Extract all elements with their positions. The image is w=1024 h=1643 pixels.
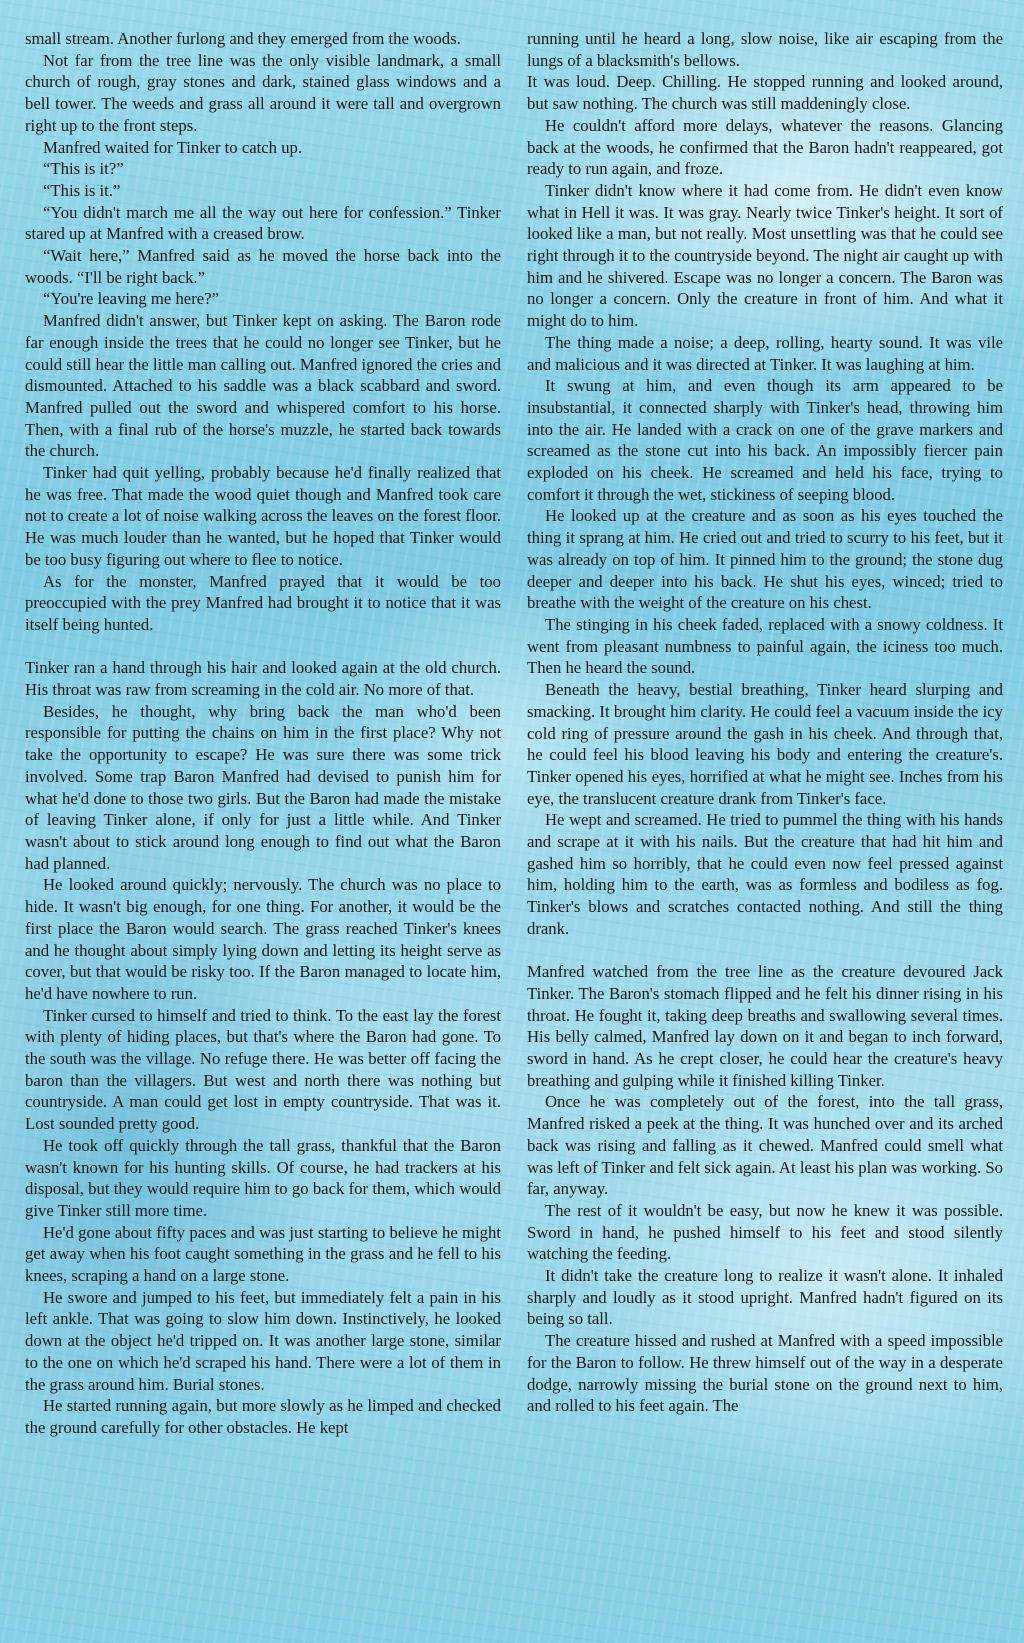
paragraph: He wept and screamed. He tried to pummel the thing with his hands and scrape at it with his nails. But the creature that had hit him and gashed him so horribly, that he could even now feel pressed against him, holding him to the earth, was as formless and bodiless as fog. Tinker's blows and scratches contacted nothing. And still the thing drank.: [527, 810, 1003, 938]
section-break: [25, 636, 501, 658]
paragraph: Tinker had quit yelling, probably because he'd finally realized that he was free. That made the wood quiet though and Manfred took care not to create a lot of noise walking across the leaves on the forest floor. He was much louder than he wanted, but he hoped that Tinker would be too busy figuring out where to flee to notice.: [25, 463, 501, 569]
paragraph: Tinker ran a hand through his hair and looked again at the old church. His throat was raw from screaming in the cold air. No more of that.: [25, 658, 501, 700]
paragraph: Tinker cursed to himself and tried to think. To the east lay the forest with plenty of hiding places, but that's where the Baron had gone. To the south was the village. No refuge there. He was better off facing the baron than the villagers. But west and north there was nothing but countryside. A man could get lost in empty countryside. That was it. Lost sounded pretty good.: [25, 1005, 501, 1134]
paragraph: It swung at him, and even though its arm appeared to be insubstantial, it connected sharply with Tinker's head, throwing him into the air. He landed with a crack on one of the grave markers and screamed as the stone cut into his back. An impossibly fiercer pain exploded on his cheek. He screamed and held his face, trying to comfort it through the wet, stickiness of seeping blood.: [527, 376, 1003, 504]
paragraph: “This is it.”: [43, 180, 121, 200]
paragraph: running until he heard a long, slow noise, like air escaping from the lungs of a blacksmith's bellows.: [527, 29, 1003, 70]
paragraph: “You're leaving me here?”: [43, 289, 219, 309]
paragraph: small stream. Another furlong and they emerged from the woods.: [25, 29, 461, 48]
paragraph: He looked up at the creature and as soon as his eyes touched the thing it sprang at him. He cried out and tried to scurry to his feet, but it was already on top of him. It pinned him to the ground; the stone dug deeper and deeper into his back. He shut his eyes, winced; tried to breathe with the weight of the creature on his chest.: [527, 506, 1003, 613]
paragraph: “This is it?”: [43, 159, 124, 179]
paragraph: He took off quickly through the tall grass, thankful that the Baron wasn't known for his hunting skills. Of course, he had trackers at his disposal, but they would require him to go back for them, which would give Tinker still more time.: [25, 1135, 501, 1220]
paragraph: Manfred waited for Tinker to catch up.: [43, 137, 303, 157]
paragraph: It didn't take the creature long to realize it wasn't alone. It inhaled sharply and loudly as it stood upright. Manfred hadn't figured on its being so tall.: [527, 1266, 1003, 1329]
paragraph: He swore and jumped to his feet, but immediately felt a pain in his left ankle. That was going to slow him down. Instinctively, he looked down at the object he'd tripped on. It was another large stone, similar to the one on which he'd scraped his hand. There were a lot of them in the grass around him. Burial stones.: [25, 1287, 501, 1394]
paragraph: Besides, he thought, why bring back the man who'd been responsible for putting the chains on him in the first place? Why not take the opportunity to escape? He was sure there was some trick involved. Some trap Baron Manfred had devised to punish him for what he'd done to those two girls. But the Baron had made the mistake of leaving Tinker alone, if only for just a little while. And Tinker wasn't about to stick around long enough to find out what the Baron had planned.: [25, 701, 501, 873]
paragraph: “You didn't march me all the way out here for confession.” Tinker stared up at Manfred with a creased brow.: [25, 202, 501, 244]
paragraph: He'd gone about fifty paces and was just starting to believe he might get away when his foot caught something in the grass and he fell to his knees, scraping a hand on a large stone.: [25, 1222, 501, 1286]
paragraph: Tinker didn't know where it had come from. He didn't even know what in Hell it was. It was gray. Nearly twice Tinker's height. It sort of looked like a man, but not really. Most unsettling was that he could see right through it to the countryside beyond. The night air caught up with him and he shivered. Escape was no longer a concern. The Baron was no longer a concern. Only the creature in front of him. And what it might do to him.: [527, 180, 1003, 331]
paragraph: Once he was completely out of the forest, into the tall grass, Manfred risked a peek at the thing. It was hunched over and its arched back was rising and falling as it chewed. Manfred could smell what was left of Tinker and felt sick again. At least his plan was working. So far, anyway.: [527, 1092, 1003, 1199]
paragraph: The stinging in his cheek faded, replaced with a snowy coldness. It went from pleasant numbness to painful again, the iciness too much. Then he heard the sound.: [527, 614, 1003, 678]
paragraph: He looked around quickly; nervously. The church was no place to hide. It wasn't big enough, for one thing. For another, it would be the first place the Baron would search. The grass reached Tinker's knees and he thought about simply lying down and letting its height serve as cover, but that would be risky too. If the Baron managed to locate him, he'd have nowhere to run.: [25, 875, 501, 1003]
paragraph: Beneath the heavy, bestial breathing, Tinker heard slurping and smacking. It brought him clarity. He could feel a vacuum inside the icy cold ring of pressure around the gash in his cheek. And through that, he could feel his blood leaving his body and entering the creature's. Tinker opened his eyes, horrified at what he might see. Inches from his eye, the translucent creature drank from Tinker's face.: [527, 680, 1003, 808]
right-text-column: [527, 28, 1003, 1417]
paragraph: Not far from the tree line was the only visible landmark, a small church of rough, gray stones and dark, stained glass windows and a bell tower. The weeds and grass all around it were tall and overgrown right up to the front steps.: [25, 50, 501, 135]
paragraph: The thing made a noise; a deep, rolling, hearty sound. It was vile and malicious and it was directed at Tinker. It was laughing at him.: [527, 332, 1003, 374]
paragraph: He couldn't afford more delays, whatever the reasons. Glancing back at the woods, he confirmed that the Baron hadn't reappeared, got ready to run again, and froze.: [527, 115, 1003, 179]
paragraph: Manfred watched from the tree line as the creature devoured Jack Tinker. The Baron's stomach flipped and he felt his dinner rising in his throat. He fought it, taking deep breaths and swallowing several times. His belly calmed, Manfred lay down on it and began to inch forward, sword in hand. As he crept closer, he could hear the creature's heavy breathing and gulping while it finished killing Tinker.: [527, 962, 1003, 1090]
paragraph: The creature hissed and rushed at Manfred with a speed impossible for the Baron to follow. He threw himself out of the way in a desperate dodge, narrowly missing the burial stone on the ground next to him, and rolled to his feet again. The: [527, 1331, 1003, 1416]
paragraph: “Wait here,” Manfred said as he moved the horse back into the woods. “I'll be right back.”: [25, 246, 501, 287]
paragraph: As for the monster, Manfred prayed that it would be too preoccupied with the prey Manfred had brought it to notice that it was itself being hunted.: [25, 571, 501, 634]
section-break: [527, 940, 1003, 962]
left-text-column: [25, 28, 501, 1439]
paragraph: It was loud. Deep. Chilling. He stopped running and looked around, but saw nothing. The church was still maddeningly close.: [527, 72, 1003, 114]
paragraph: Manfred didn't answer, but Tinker kept on asking. The Baron rode far enough inside the trees that he could no longer see Tinker, but he could still hear the little man calling out. Manfred ignored the cries and dismounted. Attached to his saddle was a black scabbard and sword. Manfred pulled out the sword and whispered comfort to his horse. Then, with a final rub of the horse's muzzle, he started back towards the church.: [25, 311, 501, 461]
paragraph: The rest of it wouldn't be easy, but now he knew it was possible. Sword in hand, he pushed himself to his feet and stood silently watching the feeding.: [527, 1200, 1003, 1264]
paragraph: He started running again, but more slowly as he limped and checked the ground carefully for other obstacles. He kept: [25, 1396, 501, 1437]
